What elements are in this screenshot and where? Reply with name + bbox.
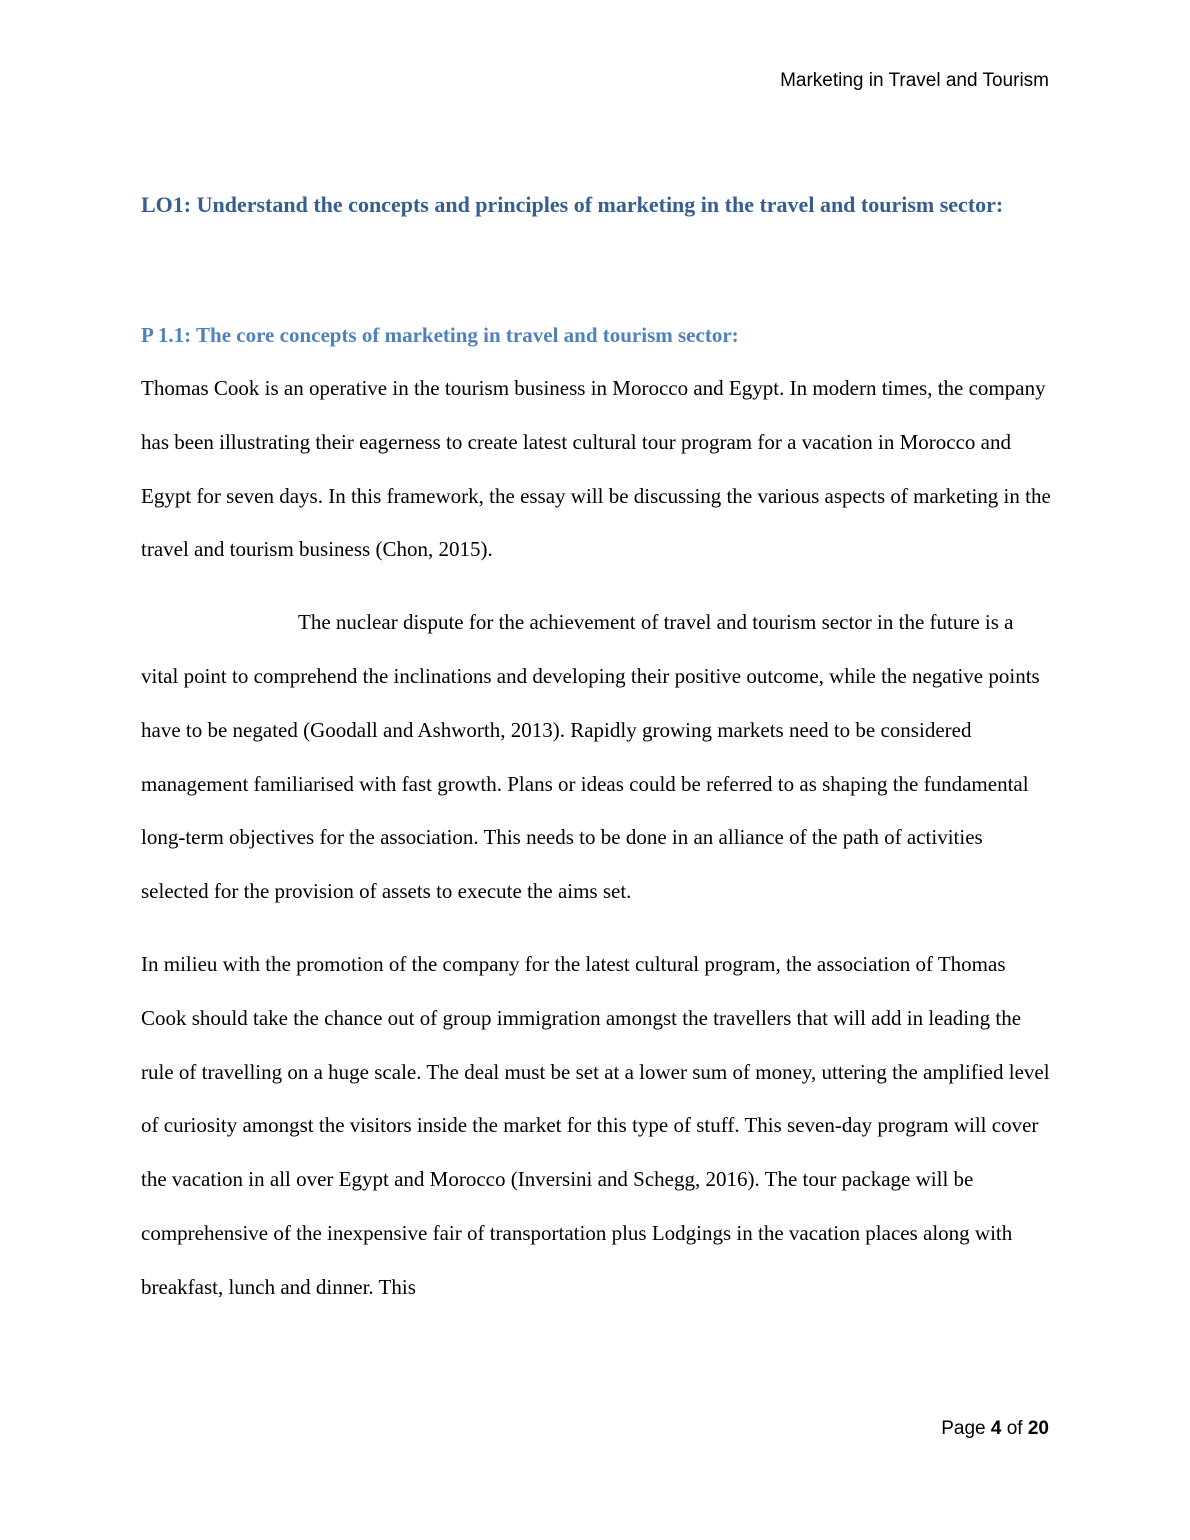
- current-page-number: 4: [990, 1418, 1002, 1439]
- page-number: [941, 1418, 1049, 1440]
- heading-p11: P 1.1: The core concepts of marketing in travel and tourism sector:: [141, 323, 739, 347]
- paragraph-2: The nuclear dispute for the achievement of travel and tourism sector in the future is a vital point to comprehend the inclinations and developing their positive outcome, while the negative points have to be negated (Goodall and Ashworth, 2013). Rapidly growing markets need to be considered management familiarised with fast growth. Plans or ideas could be referred to as shaping the fundamental long-term objectives for the association. This needs to be done in an alliance of the path of activities selected for the provision of assets to execute the aims set.: [141, 610, 1040, 904]
- running-header: Marketing in Travel and Tourism: [780, 70, 1049, 91]
- paragraph-3: In milieu with the promotion of the company for the latest cultural program, the association of Thomas Cook should take the chance out of group immigration amongst the travellers that will add in leading the rule of travelling on a huge scale. The deal must be set at a lower sum of money, uttering the amplified level of curiosity amongst the visitors inside the market for this type of stuff. This seven-day program will cover the vacation in all over Egypt and Morocco (Inversini and Schegg, 2016). The tour package will be comprehensive of the inexpensive fair of transportation plus Lodgings in the vacation places along with breakfast, lunch and dinner. This: [141, 951, 1050, 1299]
- paragraph-1: Thomas Cook is an operative in the tourism business in Morocco and Egypt. In modern times, the company has been illustrating their eagerness to create latest cultural tour program for a vacation in Morocco and Egypt for seven days. In this framework, the essay will be discussing the various aspects of marketing in the travel and tourism business (Chon, 2015).: [141, 376, 1051, 562]
- heading-lo1: LO1: Understand the concepts and principles of marketing in the travel and tourism sector:: [141, 192, 1004, 217]
- page-prefix: Page: [941, 1418, 986, 1439]
- page-of-label: of: [1006, 1418, 1023, 1439]
- document-body: [141, 178, 1051, 1315]
- total-pages-number: 20: [1027, 1418, 1049, 1439]
